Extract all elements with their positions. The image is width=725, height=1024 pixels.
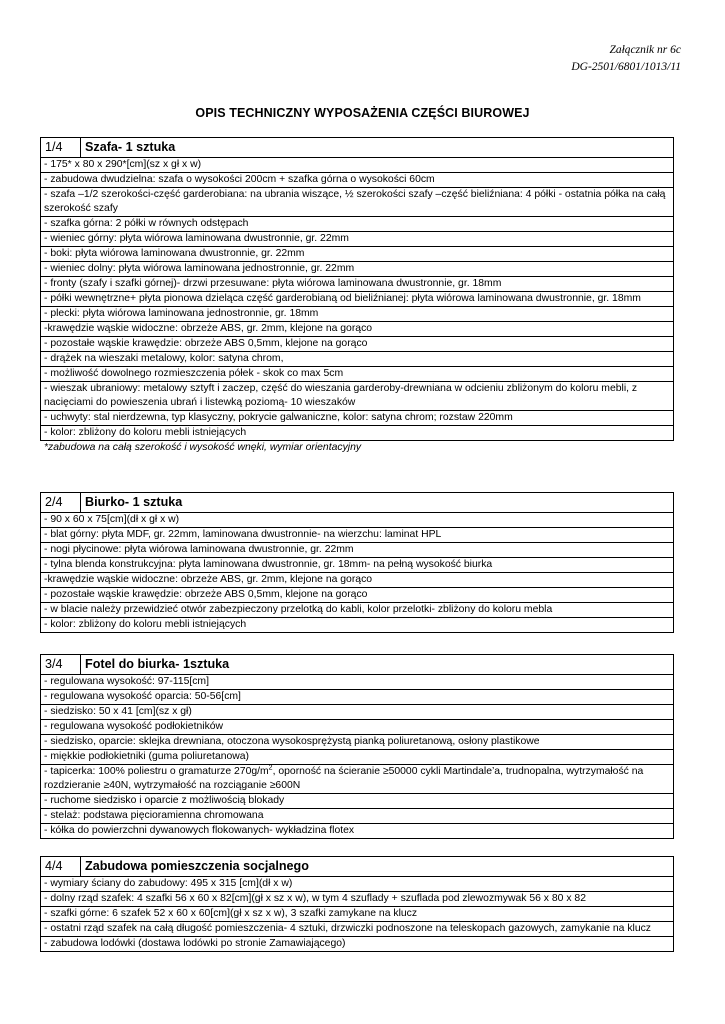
spec-row [41, 794, 674, 809]
section-header [41, 493, 674, 513]
spec-row [41, 907, 674, 922]
section-szafa [40, 137, 674, 455]
spec-row [41, 337, 674, 352]
spec-row [41, 558, 674, 573]
spec-row [41, 809, 674, 824]
superscript: 2 [268, 764, 273, 772]
spec-row-text: -krawędzie wąskie widoczne: obrzeże ABS, gr. 2mm, klejone na gorąco [41, 573, 674, 588]
spec-row [41, 382, 674, 411]
attachment-reference [571, 42, 681, 76]
spec-row-text: - boki: płyta wiórowa laminowana dwustronnie, gr. 22mm [41, 247, 674, 262]
spec-row [41, 217, 674, 232]
spec-row [41, 173, 674, 188]
spec-row-text: - możliwość dowolnego rozmieszczenia półek - skok co max 5cm [41, 367, 674, 382]
spec-row [41, 735, 674, 750]
spec-row-text: - zabudowa lodówki (dostawa lodówki po stronie Zamawiającego) [41, 937, 674, 952]
spec-row [41, 603, 674, 618]
spec-row-text [41, 765, 674, 794]
spec-row-text: - stelaż: podstawa pięcioramienna chromowana [41, 809, 674, 824]
spec-row-text: - półki wewnętrzne+ płyta pionowa dzieląca część garderobianą od bieliźnianej: płyta wiórowa laminowana dwustronnie, gr. 18mm [41, 292, 674, 307]
spec-row [41, 528, 674, 543]
spec-row [41, 720, 674, 735]
spec-row [41, 158, 674, 173]
section-name: Biurko- 1 sztuka [81, 493, 674, 513]
spec-row [41, 426, 674, 441]
tapicerka-text-rest: , oporność na ścieranie ≥50000 cykli Martindale’a, trudnopalna, wytrzymałość na rozdzieranie ≥40N, wytrzymałość na rozciąganie ≥600N [44, 766, 644, 791]
spec-row [41, 824, 674, 839]
spec-row-text: - kółka do powierzchni dywanowych flokowanych- wykładzina flotex [41, 824, 674, 839]
document-number: DG-2501/6801/1013/11 [571, 61, 681, 73]
spec-row-text: - wieniec dolny: płyta wiórowa laminowana jednostronnie, gr. 22mm [41, 262, 674, 277]
spec-row-text: - regulowana wysokość oparcia: 50-56[cm] [41, 690, 674, 705]
spec-row [41, 367, 674, 382]
spec-row [41, 262, 674, 277]
section-number: 2/4 [41, 493, 81, 513]
spec-row [41, 292, 674, 307]
spec-row-text: - pozostałe wąskie krawędzie: obrzeże ABS 0,5mm, klejone na gorąco [41, 337, 674, 352]
section-number: 4/4 [41, 857, 81, 877]
spec-table [40, 492, 674, 633]
spec-row-text: - dolny rząd szafek: 4 szafki 56 x 60 x 82[cm](gł x sz x w), w tym 4 szuflady + szuflada pod zlewozmywak 56 x 80 x 82 [41, 892, 674, 907]
spec-row-text: - regulowana wysokość: 97-115[cm] [41, 675, 674, 690]
attachment-number: Załącznik nr 6c [609, 44, 681, 56]
spec-table [40, 654, 674, 839]
section-name: Fotel do biurka- 1sztuka [81, 655, 674, 675]
spec-row-text: - ruchome siedzisko i oparcie z możliwością blokady [41, 794, 674, 809]
spec-row-text: - w blacie należy przewidzieć otwór zabezpieczony przelotką do kabli, kolor przelotki- zbliżony do koloru mebla [41, 603, 674, 618]
section-name: Szafa- 1 sztuka [81, 138, 674, 158]
spec-row-text: - drążek na wieszaki metalowy, kolor: satyna chrom, [41, 352, 674, 367]
section-footnote: *zabudowa na całą szerokość i wysokość wnęki, wymiar orientacyjny [44, 442, 362, 453]
spec-row [41, 543, 674, 558]
spec-row-text: - regulowana wysokość podłokietników [41, 720, 674, 735]
section-header [41, 655, 674, 675]
spec-row-text: - szafki górne: 6 szafek 52 x 60 x 60[cm](gł x sz x w), 3 szafki zamykane na klucz [41, 907, 674, 922]
spec-row [41, 765, 674, 794]
section-name: Zabudowa pomieszczenia socjalnego [81, 857, 674, 877]
spec-row-text: - szafka górna: 2 półki w równych odstępach [41, 217, 674, 232]
section-zabudowa [40, 856, 674, 952]
spec-row [41, 411, 674, 426]
spec-row [41, 513, 674, 528]
spec-row-text: - pozostałe wąskie krawędzie: obrzeże ABS 0,5mm, klejone na gorąco [41, 588, 674, 603]
spec-row [41, 675, 674, 690]
spec-row [41, 588, 674, 603]
spec-row-text: - 90 x 60 x 75[cm](dł x gł x w) [41, 513, 674, 528]
spec-row [41, 277, 674, 292]
spec-row-text: - wieszak ubraniowy: metalowy sztyft i zaczep, część do wieszania garderoby-drewniana w odcieniu zbliżonym do koloru mebli, z nacięciami do powieszenia ubrań i listewką poziomą- 10 wieszaków [41, 382, 674, 411]
section-header [41, 857, 674, 877]
spec-table [40, 137, 674, 441]
spec-row [41, 937, 674, 952]
spec-row-text: - zabudowa dwudzielna: szafa o wysokości 200cm + szafka górna o wysokości 60cm [41, 173, 674, 188]
spec-row [41, 188, 674, 217]
spec-row [41, 922, 674, 937]
spec-row [41, 877, 674, 892]
spec-row [41, 322, 674, 337]
spec-row-text: - kolor: zbliżony do koloru mebli istniejących [41, 618, 674, 633]
spec-row [41, 232, 674, 247]
spec-row-text: - blat górny: płyta MDF, gr. 22mm, laminowana dwustronnie- na wierzchu: laminat HPL [41, 528, 674, 543]
section-fotel [40, 654, 674, 839]
spec-row-text: - kolor: zbliżony do koloru mebli istniejących [41, 426, 674, 441]
tapicerka-text: - tapicerka: 100% poliestru o gramaturze 270g/m [44, 766, 269, 777]
section-number: 3/4 [41, 655, 81, 675]
spec-row [41, 690, 674, 705]
spec-row-text: - plecki: płyta wiórowa laminowana jednostronnie, gr. 18mm [41, 307, 674, 322]
spec-row-text: - wymiary ściany do zabudowy: 495 x 315 [cm](dł x w) [41, 877, 674, 892]
spec-row-text: - nogi płycinowe: płyta wiórowa laminowana dwustronnie, gr. 22mm [41, 543, 674, 558]
spec-row-text: - siedzisko: 50 x 41 [cm](sz x gł) [41, 705, 674, 720]
page-title: OPIS TECHNICZNY WYPOSAŻENIA CZĘŚCI BIUROWEJ [195, 106, 530, 120]
section-biurko [40, 492, 674, 633]
spec-row-text: - uchwyty: stal nierdzewna, typ klasyczny, pokrycie galwaniczne, kolor: satyna chrom; rozstaw 220mm [41, 411, 674, 426]
spec-row [41, 892, 674, 907]
spec-row-text: - siedzisko, oparcie: sklejka drewniana, otoczona wysokosprężystą pianką poliuretanową, osłony plastikowe [41, 735, 674, 750]
spec-row-text: - fronty (szafy i szafki górnej)- drzwi przesuwane: płyta wiórowa laminowana dwustronnie, gr. 18mm [41, 277, 674, 292]
section-number: 1/4 [41, 138, 81, 158]
spec-row [41, 618, 674, 633]
spec-row [41, 247, 674, 262]
spec-row-text: - tylna blenda konstrukcyjna: płyta laminowana dwustronnie, gr. 18mm- na pełną wysokość biurka [41, 558, 674, 573]
spec-row [41, 705, 674, 720]
spec-row-text: -krawędzie wąskie widoczne: obrzeże ABS, gr. 2mm, klejone na gorąco [41, 322, 674, 337]
spec-row-text: - wieniec górny: płyta wiórowa laminowana dwustronnie, gr. 22mm [41, 232, 674, 247]
spec-row-text: - ostatni rząd szafek na całą długość pomieszczenia- 4 sztuki, drzwiczki podnoszone na teleskopach gazowych, zamykanie na klucz [41, 922, 674, 937]
spec-row [41, 750, 674, 765]
spec-table [40, 856, 674, 952]
spec-row-text: - szafa –1/2 szerokości-część garderobiana: na ubrania wiszące, ½ szerokości szafy –część bieliźniana: 4 półki - ostatnia półka na całą szerokość szafy [41, 188, 674, 217]
section-header [41, 138, 674, 158]
spec-row-text: - 175* x 80 x 290*[cm](sz x gł x w) [41, 158, 674, 173]
spec-row [41, 573, 674, 588]
spec-row [41, 307, 674, 322]
spec-row-text: - miękkie podłokietniki (guma poliuretanowa) [41, 750, 674, 765]
spec-row [41, 352, 674, 367]
